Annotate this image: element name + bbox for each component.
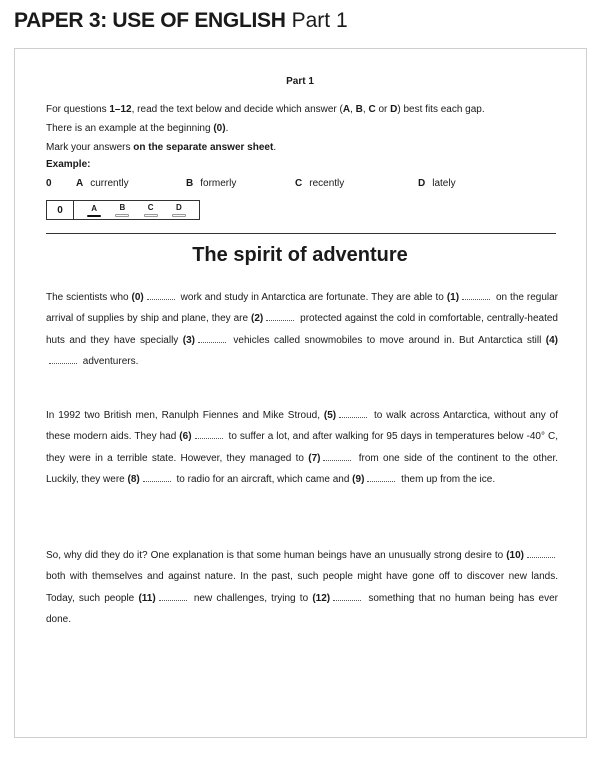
gap-number: (1) — [446, 292, 460, 303]
option-letter: B — [186, 178, 194, 189]
gap-number: (3) — [182, 334, 195, 346]
gap-blank[interactable] — [159, 593, 187, 601]
answer-mark-filled — [87, 215, 101, 217]
instruction-line-1: For questions 1–12, read the text below and decide which answer (A, B, C or D) best fits each gap. — [46, 104, 485, 115]
instr-text: Mark your answers — [46, 142, 134, 153]
gap-number: (2) — [250, 313, 264, 325]
answer-letter: C — [147, 203, 154, 212]
para-text: adventurers. — [80, 355, 139, 367]
gap-number: (5) — [323, 410, 337, 421]
gap-blank[interactable] — [143, 474, 171, 482]
para-text: vehicles called snowmobiles to move around in. But Antarctica still — [228, 334, 546, 346]
example-number — [46, 178, 59, 189]
gap-number: (4) — [545, 334, 558, 346]
text-title: The spirit of adventure — [192, 244, 408, 266]
instr-example-ref: (0) — [213, 123, 226, 134]
instr-text: For questions — [46, 104, 110, 115]
example-number-text: 0 — [46, 178, 52, 189]
gap-number: (9) — [352, 473, 365, 485]
example-option-c — [295, 178, 344, 189]
instr-text: . — [225, 123, 229, 134]
gap-number: (10) — [506, 550, 524, 561]
example-option-b — [186, 178, 236, 189]
para-text: In 1992 two British men, Ranulph Fiennes and Mike Stroud, — [46, 410, 324, 421]
para-text: them up from the ice. — [398, 473, 496, 485]
para-text: to walk across Antarctica, without any of these modern aids. They had — [46, 410, 558, 443]
divider — [46, 233, 556, 234]
option-letter: C — [295, 178, 303, 189]
answer-option-d[interactable] — [172, 203, 186, 217]
para-text: on the regular arrival of supplies by ship and plane, they are — [46, 292, 559, 325]
instr-bold: on the separate answer sheet — [133, 142, 274, 153]
option-letter: A — [76, 178, 84, 189]
para-text: protected against the cold in comfortable, centrally-heated huts and they have specially — [46, 313, 558, 346]
instr-text: There is an example at the beginning — [46, 123, 214, 134]
answer-mark — [144, 214, 158, 217]
gap-number: (11) — [138, 592, 156, 604]
answer-mark — [115, 214, 129, 217]
example-answer-box — [46, 200, 200, 220]
gap-blank[interactable] — [339, 410, 367, 418]
paragraph-3 — [46, 545, 558, 630]
gap-number: (0) — [131, 292, 144, 303]
gap-blank[interactable] — [367, 474, 395, 482]
part-label: Part 1 — [286, 76, 314, 87]
page-header — [14, 9, 348, 33]
example-label-text: Example: — [46, 159, 91, 170]
gap-blank[interactable] — [462, 292, 490, 300]
gap-number: (7) — [308, 452, 321, 464]
para-text: to radio for an aircraft, which came and — [173, 473, 353, 485]
gap-number: (8) — [127, 473, 140, 485]
para-text: something that no human being has ever done. — [46, 592, 559, 625]
gap-blank[interactable] — [323, 453, 351, 461]
para-text: new challenges, trying to — [189, 592, 313, 604]
instr-text: , read the text below and decide which answer ( — [131, 104, 343, 115]
header-title: PAPER 3: USE OF ENGLISH — [14, 9, 286, 32]
example-label — [46, 158, 90, 171]
gap-number: (6) — [179, 431, 192, 443]
answer-option-b[interactable] — [115, 203, 129, 217]
gap-blank[interactable] — [198, 335, 226, 343]
instr-opt: C — [368, 104, 376, 115]
answer-mark — [172, 214, 186, 217]
example-option-a — [76, 178, 129, 189]
answer-box-options — [74, 201, 199, 219]
instruction-line-2 — [46, 122, 228, 135]
gap-blank[interactable] — [147, 292, 175, 300]
answer-letter: D — [175, 203, 182, 212]
option-word: formerly — [200, 178, 237, 189]
instr-text: . — [273, 142, 277, 153]
gap-blank[interactable] — [266, 313, 294, 321]
instr-opt: A — [342, 104, 351, 115]
para-text: from one side of the continent to the other. Luckily, they were — [46, 452, 559, 485]
option-word: recently — [309, 178, 345, 189]
para-text: So, why did they do it? One explanation is that some human beings have an unusually strong desire to — [46, 550, 507, 561]
example-option-d — [418, 178, 456, 189]
instr-opt: B — [355, 104, 363, 115]
answer-box-number: 0 — [47, 201, 74, 219]
instruction-line-3 — [46, 141, 276, 154]
option-word: currently — [90, 178, 129, 189]
paragraph-2 — [46, 405, 558, 490]
gap-blank[interactable] — [195, 431, 223, 439]
answer-letter: A — [91, 203, 98, 213]
instr-range: 1–12 — [109, 104, 132, 115]
para-text: both with themselves and against nature. In the past, such people might have gone off to discover new lands. Today, such people — [46, 571, 558, 604]
option-letter: D — [418, 178, 426, 189]
para-text: The scientists who — [46, 292, 132, 303]
instr-text: ) best fits each gap. — [397, 104, 485, 115]
gap-blank[interactable] — [333, 593, 361, 601]
para-text: to suffer a lot, and after walking for 95 days in temperatures below -40° C, they were in a terrible state. However, they managed to — [46, 431, 559, 464]
paragraph-1 — [46, 287, 558, 372]
instr-text: or — [375, 104, 391, 115]
option-word: lately — [432, 178, 456, 189]
answer-option-a[interactable] — [87, 204, 101, 217]
instr-opt: D — [390, 104, 398, 115]
gap-blank[interactable] — [49, 356, 77, 364]
para-text: work and study in Antarctica are fortunate. They are able to — [177, 292, 447, 303]
answer-letter: B — [119, 203, 126, 212]
answer-option-c[interactable] — [144, 203, 158, 217]
header-part: Part 1 — [291, 9, 348, 32]
gap-blank[interactable] — [527, 550, 555, 558]
gap-number: (12) — [312, 592, 331, 604]
